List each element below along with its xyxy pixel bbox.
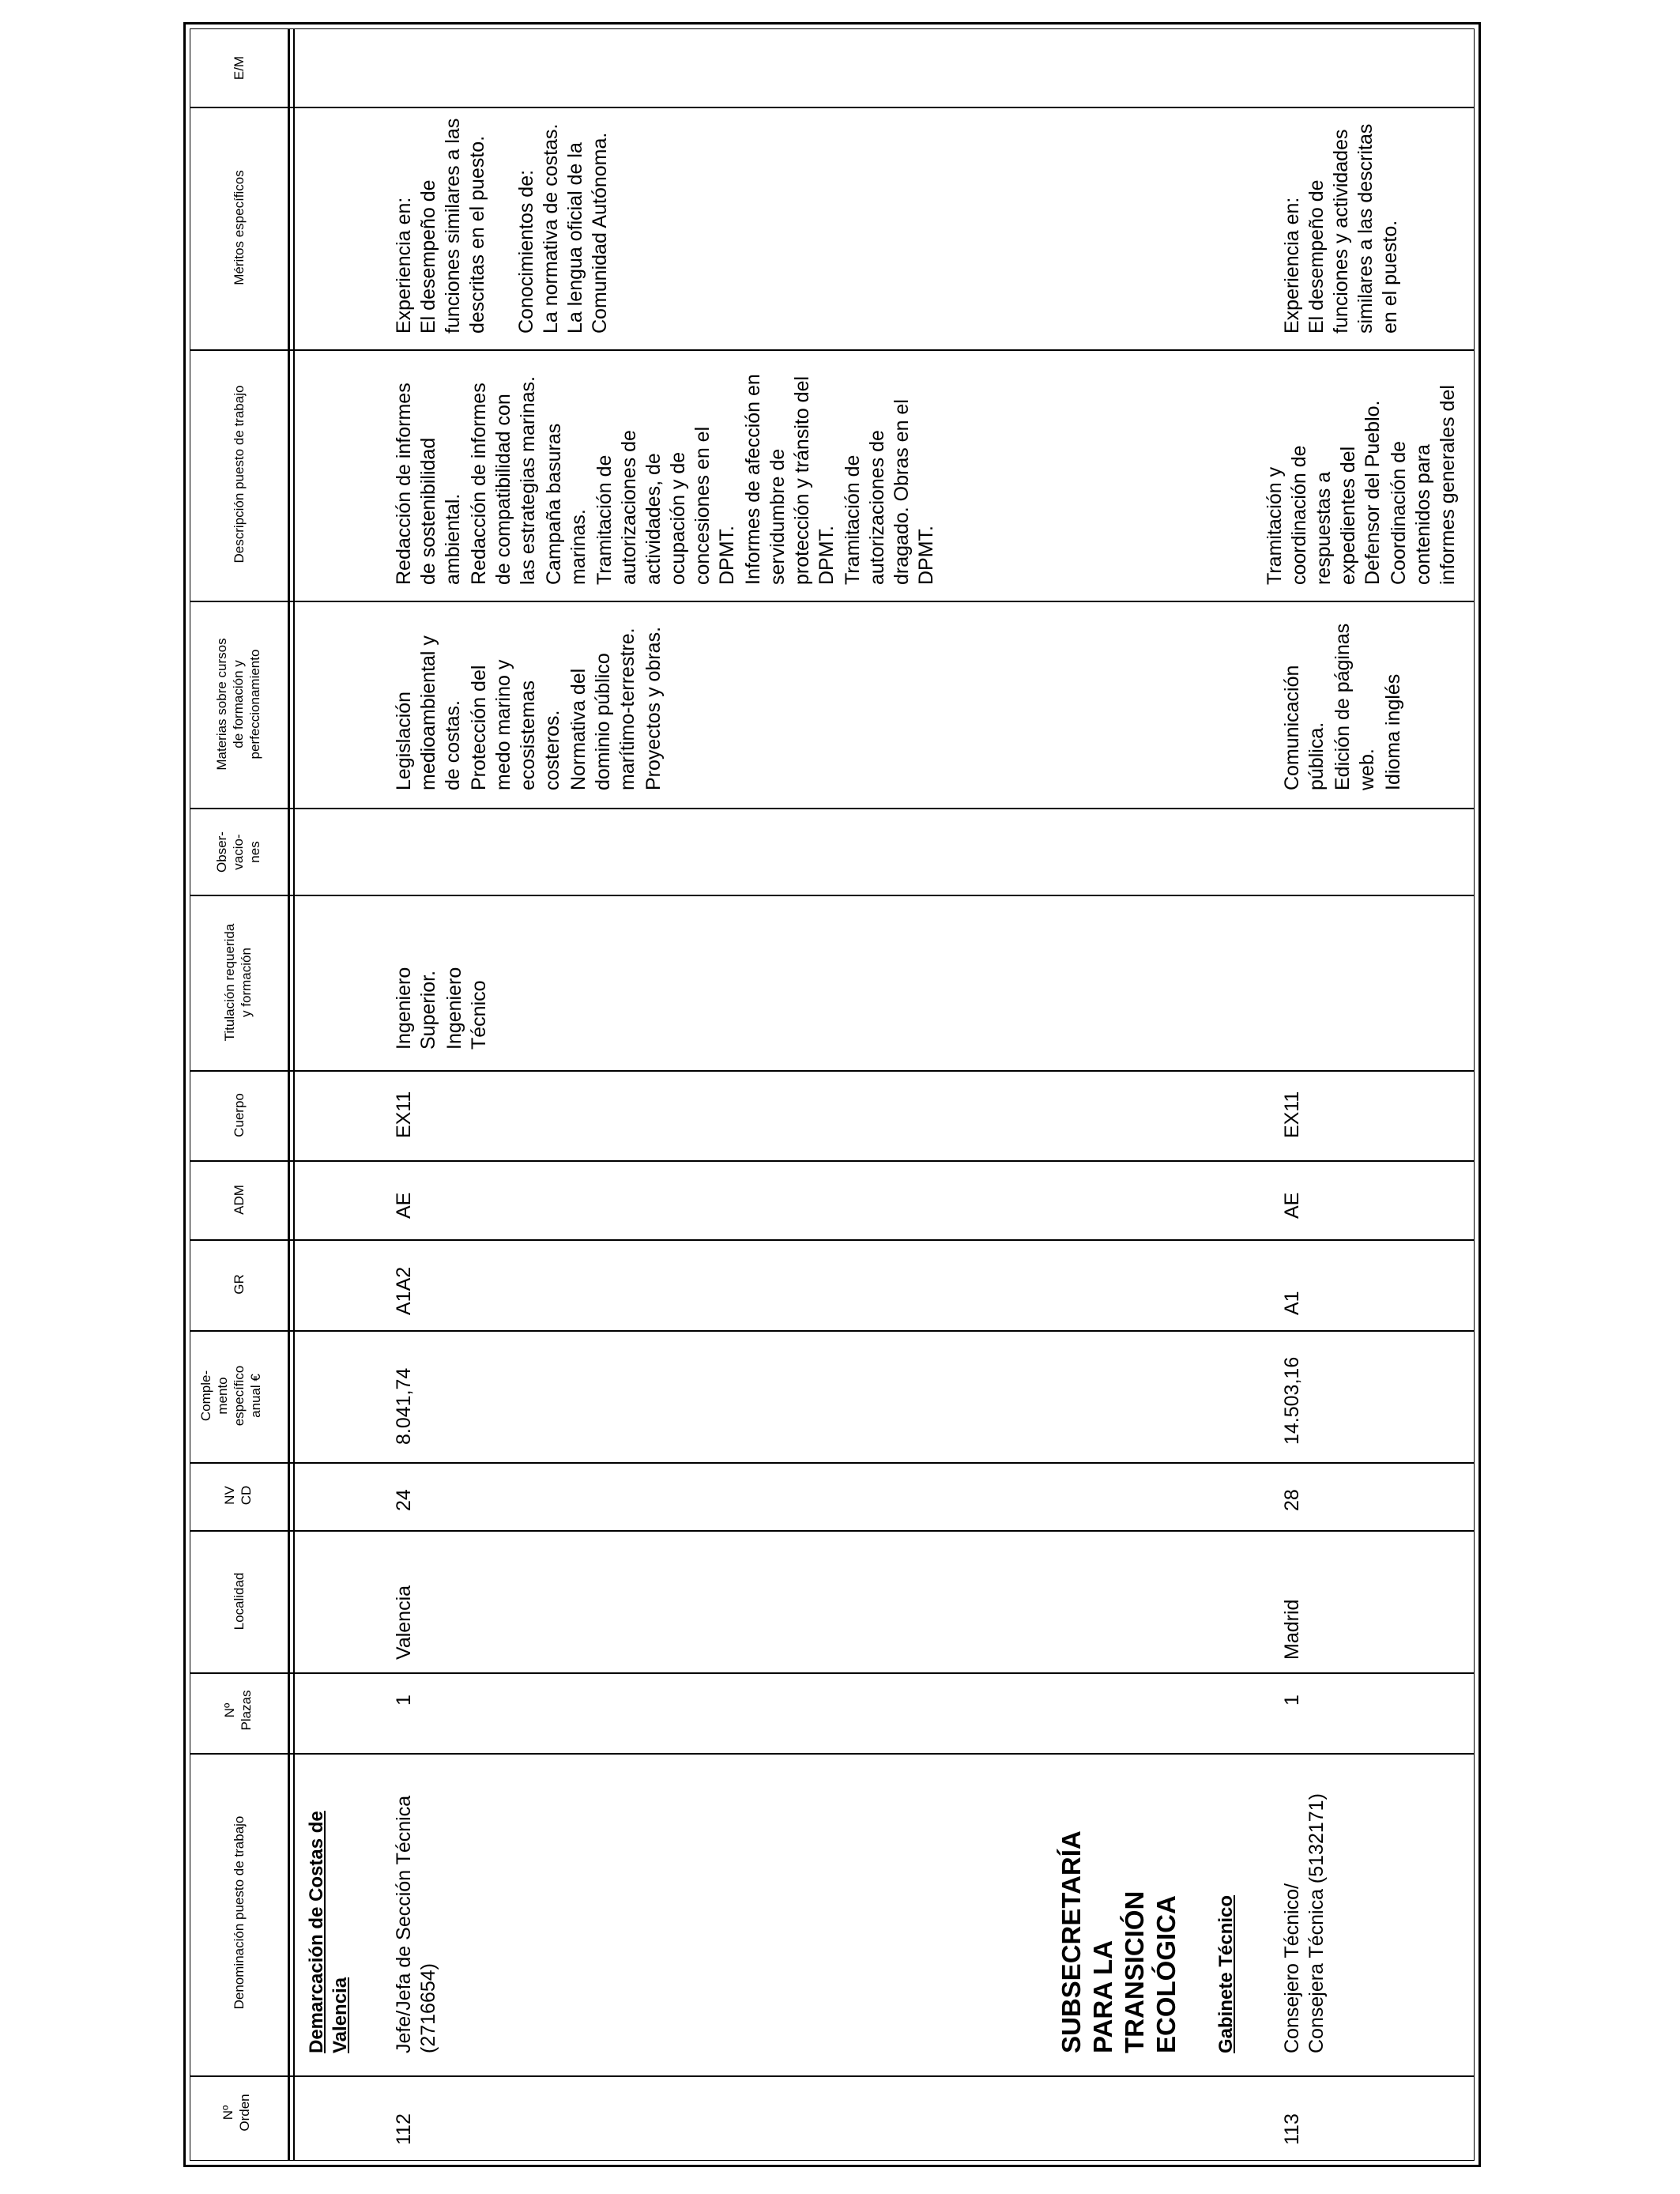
row-113-grupo: A1 (1281, 1291, 1303, 1315)
section-gabinete: Gabinete Técnico (1215, 1894, 1237, 2053)
row-113-complemento: 14.503,16 (1281, 1356, 1303, 1445)
row-112-descripcion: Redacción de informes de sostenibilidad ambiental. Redacción de informes de compatibilidad con las estrategias marinas. Campaña basuras marinas. Tramitación de autorizaciones de actividades, de ocupación y de concesiones en el DPMT. Informes de afección en servidumbre de protección y tránsito del DPMT. Tramitación de autorizaciones de dragado. Obras en el DPMT. (393, 374, 937, 585)
header-nivel: NV CD (222, 1485, 254, 1506)
header-materias: Materias sobre cursos de formación y perfeccionamiento (214, 638, 262, 771)
col-sep (190, 601, 1475, 602)
row-113-adm: AE (1281, 1192, 1303, 1219)
row-113-orden: 113 (1281, 2113, 1303, 2145)
row-112-adm: AE (393, 1192, 415, 1219)
header-adm: ADM (232, 1185, 247, 1215)
row-113-nivel: 28 (1281, 1489, 1303, 1511)
row-113-cuerpo: EX11 (1281, 1091, 1303, 1138)
col-sep (190, 349, 1475, 351)
header-meritos: Méritos específicos (232, 170, 247, 285)
row-112-plazas: 1 (393, 1695, 415, 1706)
row-113-descripcion: Tramitación y coordinación de respuestas a expedientes del Defensor del Pueblo. Coordinación de contenidos para informes generales del (1264, 385, 1459, 585)
row-112-complemento: 8.041,74 (393, 1367, 415, 1445)
section-subsecretaria: SUBSECRETARÍA PARA LA TRANSICIÓN ECOLÓGICA (1057, 1831, 1181, 2053)
header-localidad: Localidad (232, 1572, 247, 1630)
header-orden: Nº Orden (220, 2094, 252, 2132)
header-separator (288, 28, 290, 2161)
row-113-plazas: 1 (1281, 1695, 1303, 1706)
row-113-denominacion: Consejero Técnico/ Consejera Técnica (5132171) (1281, 1793, 1328, 2053)
header-grupo: GR (232, 1274, 247, 1295)
header-separator-inner (293, 28, 295, 2161)
col-sep (190, 107, 1475, 108)
header-denominacion: Denominación puesto de trabajo (232, 1815, 247, 2010)
col-sep (190, 1239, 1475, 1241)
row-112-materias: Legislación medioambiental y de costas. Protección del medo marino y ecosistemas costeros. Normativa del dominio público marítimo-terrestre. Proyectos y obras. (393, 626, 665, 790)
header-cuerpo: Cuerpo (232, 1093, 247, 1137)
col-sep (190, 1160, 1475, 1162)
row-112-cuerpo: EX11 (393, 1091, 415, 1138)
header-plazas: Nº Plazas (222, 1690, 254, 1731)
row-113-meritos: Experiencia en: El desempeño de funciones y actividades similares a las descritas en el puesto. (1281, 123, 1401, 334)
header-descripcion: Descripción puesto de trabajo (232, 385, 247, 564)
row-113-materias: Comunicación pública. Edición de páginas web. Idioma inglés (1281, 623, 1404, 790)
col-sep (190, 895, 1475, 896)
row-112-denominacion: Jefe/Jefa de Sección Técnica (2716654) (393, 1795, 439, 2053)
header-observaciones: Obser- vacio- nes (214, 831, 262, 873)
row-112-grupo: A1A2 (393, 1266, 415, 1315)
row-112-meritos: Experiencia en: El desempeño de funciones similares a las descritas en el puesto. Conocimientos de: La normativa de costas. La lengua oficial de la Comunidad Autónoma. (393, 118, 611, 334)
row-112-localidad: Valencia (393, 1585, 415, 1660)
section-demarcacion: Demarcación de Costas de Valencia (306, 1811, 351, 2053)
row-112-orden: 112 (393, 2113, 415, 2145)
header-titulacion: Titulación requerida y formación (222, 923, 254, 1042)
header-complemento: Comple- mento específico anual € (198, 1365, 263, 1427)
row-113-localidad: Madrid (1281, 1599, 1303, 1660)
col-sep (190, 2075, 1475, 2077)
row-112-titulacion: Ingeniero Superior. Ingeniero Técnico (393, 967, 490, 1050)
col-sep (190, 1530, 1475, 1532)
header-em: E/M (232, 55, 247, 81)
col-sep (190, 808, 1475, 809)
row-112-nivel: 24 (393, 1489, 415, 1511)
